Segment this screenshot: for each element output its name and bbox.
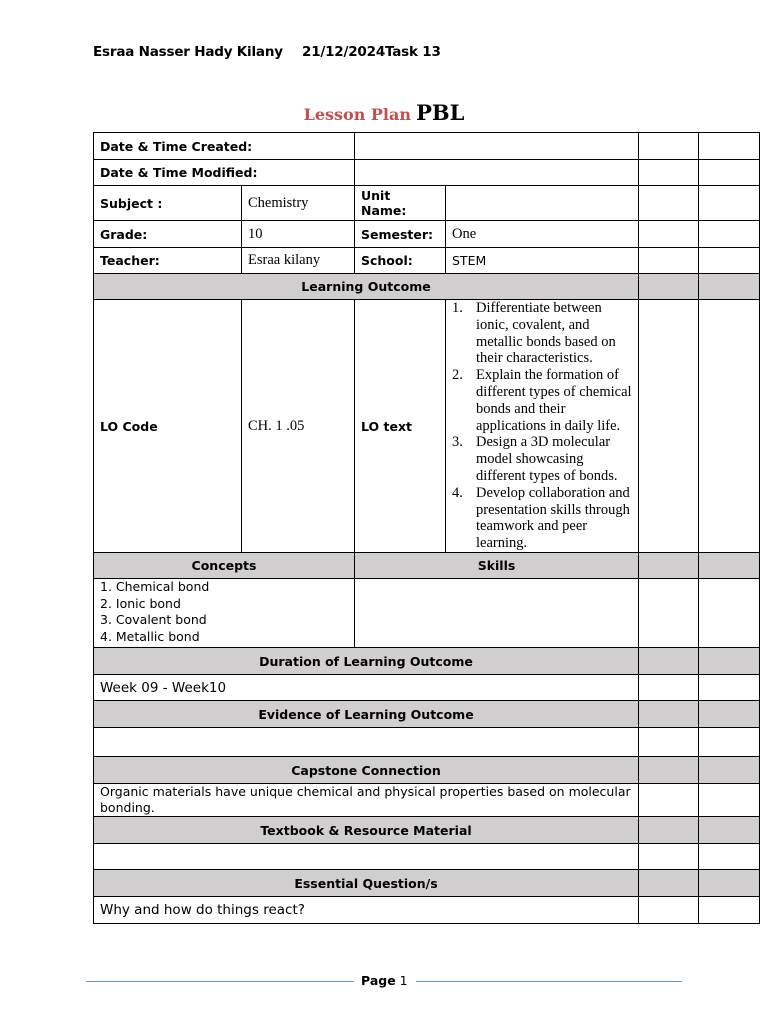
table-row (94, 728, 760, 757)
date-modified-label: Date & Time Modified: (94, 160, 355, 186)
school-value: STEM (446, 248, 639, 274)
capstone-header: Capstone Connection (94, 757, 639, 784)
page-title (0, 100, 768, 125)
essential-value: Why and how do things react? (94, 897, 639, 924)
table-row (94, 186, 760, 221)
list-item: 1. Chemical bond (100, 579, 210, 594)
subject-label: Subject : (94, 186, 242, 221)
capstone-value: Organic materials have unique chemical and physical properties based on molecular bonding. (94, 784, 639, 817)
lesson-plan-table (93, 132, 760, 924)
table-row (94, 160, 760, 186)
page-footer (86, 972, 682, 990)
date-modified-value[interactable] (355, 160, 639, 186)
unit-value[interactable] (446, 186, 639, 221)
date-created-label: Date & Time Created: (94, 133, 355, 160)
list-item: 2. Explain the formation of different types of chemical bonds and their applications in daily life. (452, 367, 632, 434)
date-task: 21/12/2024Task 13 (302, 44, 441, 60)
list-item: 3. Design a 3D molecular model showcasing different types of bonds. (452, 434, 618, 484)
duration-header: Duration of Learning Outcome (94, 648, 639, 675)
table-row (94, 648, 760, 675)
duration-value: Week 09 - Week10 (94, 675, 639, 701)
title-main: PBL (416, 100, 465, 125)
subject-value: Chemistry (242, 186, 355, 221)
date-created-value[interactable] (355, 133, 639, 160)
concepts-header: Concepts (94, 553, 355, 579)
author-name: Esraa Nasser Hady Kilany (93, 44, 283, 60)
table-row (94, 248, 760, 274)
page-number: 1 (399, 973, 408, 988)
document-header (93, 44, 441, 60)
unit-label: Unit Name: (355, 186, 446, 221)
table-row (94, 757, 760, 784)
footer-divider (86, 981, 354, 982)
table-row (94, 675, 760, 701)
teacher-label: Teacher: (94, 248, 242, 274)
concepts-list (94, 579, 355, 648)
table-row (94, 870, 760, 897)
table-row (94, 844, 760, 870)
table-row (94, 300, 760, 553)
footer-divider (416, 981, 682, 982)
list-item: 3. Covalent bond (100, 612, 207, 627)
textbook-header: Textbook & Resource Material (94, 817, 639, 844)
lo-text-label: LO text (355, 300, 446, 553)
learning-outcome-header: Learning Outcome (94, 274, 639, 300)
list-item: 1. Differentiate between ionic, covalent, and metallic bonds based on their characteristics. (452, 300, 616, 367)
title-prefix: Lesson Plan (303, 105, 412, 124)
table-row (94, 133, 760, 160)
table-row (94, 897, 760, 924)
essential-header: Essential Question/s (94, 870, 639, 897)
lo-text-value (446, 300, 639, 553)
list-item: 4. Develop collaboration and presentation skills through teamwork and peer learning. (452, 484, 630, 552)
school-label: School: (355, 248, 446, 274)
lo-code-label: LO Code (94, 300, 242, 553)
grade-value: 10 (242, 221, 355, 248)
skills-value[interactable] (355, 579, 639, 648)
list-item: 4. Metallic bond (100, 628, 200, 644)
evidence-value[interactable] (94, 728, 639, 757)
textbook-value[interactable] (94, 844, 639, 870)
teacher-value: Esraa kilany (242, 248, 355, 274)
page-indicator (361, 973, 408, 988)
table-row (94, 817, 760, 844)
evidence-header: Evidence of Learning Outcome (94, 701, 639, 728)
semester-label: Semester: (355, 221, 446, 248)
page-label: Page (361, 973, 396, 988)
table-row (94, 274, 760, 300)
lo-code-value: CH. 1 .05 (242, 300, 355, 553)
lo-list (452, 300, 632, 552)
grade-label: Grade: (94, 221, 242, 248)
table-row (94, 553, 760, 579)
skills-header: Skills (355, 553, 639, 579)
semester-value: One (446, 221, 639, 248)
table-row (94, 221, 760, 248)
list-item: 2. Ionic bond (100, 595, 181, 611)
table-row (94, 784, 760, 817)
table-row (94, 579, 760, 648)
table-row (94, 701, 760, 728)
